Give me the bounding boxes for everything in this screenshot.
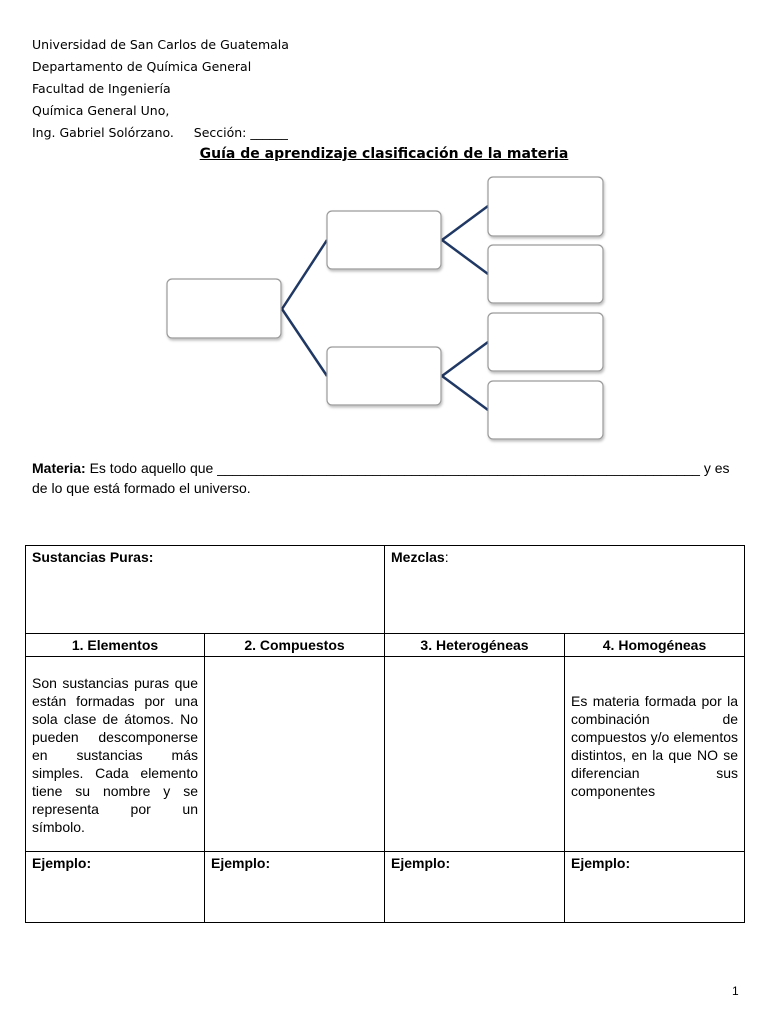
sustancias-puras-cell[interactable] bbox=[26, 546, 385, 634]
mezclas-cell[interactable] bbox=[385, 546, 745, 634]
header-homogeneas: 4. Homogéneas bbox=[565, 634, 745, 657]
ejemplo-compuestos-cell[interactable] bbox=[205, 852, 385, 923]
compuestos-description-cell[interactable] bbox=[205, 657, 385, 852]
connector-root-upper bbox=[282, 240, 327, 309]
connector-upper-b bbox=[442, 240, 488, 274]
connector-lower-a bbox=[442, 342, 488, 376]
department-line: Departamento de Química General bbox=[32, 59, 252, 74]
sustancias-puras-label: Sustancias Puras: bbox=[32, 549, 154, 565]
tree-box-level2-lower[interactable] bbox=[327, 347, 441, 405]
ejemplo-elementos-cell[interactable] bbox=[26, 852, 205, 923]
materia-definition bbox=[32, 458, 732, 498]
page-title: Guía de aprendizaje clasificación de la materia bbox=[199, 146, 569, 162]
materia-label: Materia: bbox=[32, 460, 86, 476]
tree-box-level3-2[interactable] bbox=[488, 245, 603, 303]
ejemplo-label: Ejemplo: bbox=[571, 855, 631, 871]
ejemplo-label: Ejemplo: bbox=[391, 855, 451, 871]
materia-text: Es todo aquello que ______________________________________________________________ y es de lo que está formado el universo. bbox=[32, 460, 730, 496]
faculty-line: Facultad de Ingeniería bbox=[32, 81, 171, 96]
mezclas-label: Mezclas bbox=[391, 549, 445, 565]
header-block bbox=[32, 34, 289, 144]
elementos-description-cell bbox=[26, 657, 205, 852]
connector-upper-a bbox=[442, 206, 488, 240]
heterogeneas-description-cell[interactable] bbox=[385, 657, 565, 852]
ejemplo-heterogeneas-cell[interactable] bbox=[385, 852, 565, 923]
header-compuestos: 2. Compuestos bbox=[205, 634, 385, 657]
homogeneas-description-cell bbox=[565, 657, 745, 852]
tree-box-level3-1[interactable] bbox=[488, 177, 603, 236]
header-heterogeneas: 3. Heterogéneas bbox=[385, 634, 565, 657]
ejemplo-label: Ejemplo: bbox=[211, 855, 271, 871]
classification-table bbox=[25, 545, 745, 923]
connector-root-lower bbox=[282, 309, 327, 376]
connector-lower-b bbox=[442, 376, 488, 410]
classification-tree-diagram bbox=[0, 170, 768, 450]
tree-box-level3-3[interactable] bbox=[488, 313, 603, 371]
ejemplo-homogeneas-cell[interactable] bbox=[565, 852, 745, 923]
university-line: Universidad de San Carlos de Guatemala bbox=[32, 37, 289, 52]
ejemplo-label: Ejemplo: bbox=[32, 855, 92, 871]
tree-box-level2-upper[interactable] bbox=[327, 211, 441, 269]
tree-box-root[interactable] bbox=[167, 279, 281, 338]
instructor-section-line: Ing. Gabriel Solórzano. Sección: ______ bbox=[32, 125, 288, 140]
header-elementos: 1. Elementos bbox=[26, 634, 205, 657]
page-number: 1 bbox=[732, 984, 739, 998]
course-line: Química General Uno, bbox=[32, 103, 170, 118]
mezclas-colon: : bbox=[444, 549, 449, 565]
tree-box-level3-4[interactable] bbox=[488, 381, 603, 439]
elementos-description: Son sustancias puras que están formadas por una sola clase de átomos. No pueden descomponerse en sustancias más simples. Cada elemento tiene su nombre y se representa por un símbolo. bbox=[32, 675, 198, 835]
homogeneas-description: Es materia formada por la combinación de compuestos y/o elementos distintos, en la que NO se diferencian sus componentes bbox=[571, 693, 739, 799]
